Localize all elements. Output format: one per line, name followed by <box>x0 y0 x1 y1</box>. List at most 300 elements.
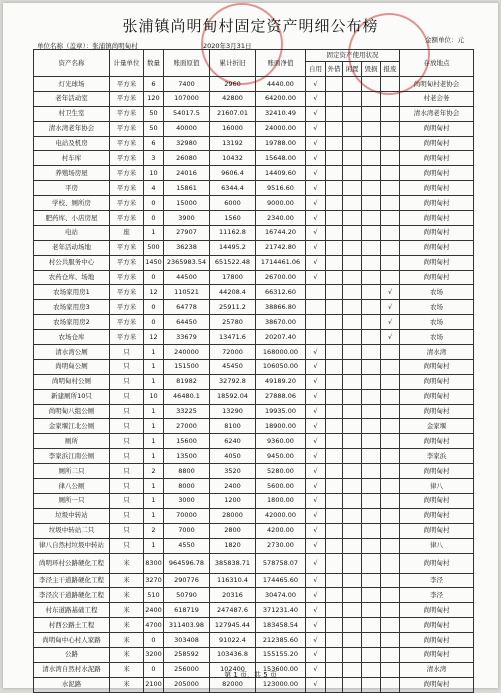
cell-idle <box>343 285 362 300</box>
cell-name: 尚明甸村公厕 <box>34 374 110 389</box>
cell-lease <box>326 633 343 648</box>
cell-self: √ <box>306 553 326 573</box>
table-body <box>34 77 474 693</box>
cell-depr: 6240 <box>210 434 256 449</box>
cell-orig: 258592 <box>164 647 210 662</box>
cell-orig: 24016 <box>164 166 210 181</box>
cell-depr: 20316 <box>210 588 256 603</box>
cell-orig: 15861 <box>164 181 210 196</box>
cell-net: 16744.20 <box>256 225 306 240</box>
cell-scrap <box>362 211 381 226</box>
cell-loss: √ <box>381 285 400 300</box>
cell-self: √ <box>306 588 326 603</box>
table-row <box>34 106 474 121</box>
cell-scrap <box>362 136 381 151</box>
table-row <box>34 196 474 211</box>
cell-net: 153600.00 <box>256 662 306 677</box>
cell-loc: 农场 <box>400 330 474 345</box>
cell-loc: 尚明甸村 <box>400 389 474 404</box>
cell-depr: 91022.4 <box>210 633 256 648</box>
cell-name: 村车库 <box>34 151 110 166</box>
cell-net: 19788.00 <box>256 136 306 151</box>
cell-orig: 54017.5 <box>164 106 210 121</box>
cell-lease <box>326 434 343 449</box>
cell-unit: 平方米 <box>110 181 144 196</box>
cell-qty: 2 <box>144 523 164 538</box>
cell-self: √ <box>306 91 326 106</box>
cell-qty: 1 <box>144 345 164 360</box>
cell-net: 1800.00 <box>256 493 306 508</box>
cell-orig: 8000 <box>164 479 210 494</box>
cell-loc: 尚明甸村 <box>400 151 474 166</box>
cell-orig: 33225 <box>164 404 210 419</box>
col-header-scrapped: 报废 <box>381 62 400 77</box>
cell-orig: 46480.1 <box>164 389 210 404</box>
cell-net: 42000.00 <box>256 508 306 523</box>
cell-depr: 1820 <box>210 538 256 553</box>
col-header-depreciation: 累计折旧 <box>210 50 256 77</box>
cell-loc: 尚明甸村 <box>400 553 474 573</box>
cell-scrap <box>362 538 381 553</box>
cell-self: √ <box>306 225 326 240</box>
cell-scrap <box>362 603 381 618</box>
cell-depr: 6000 <box>210 196 256 211</box>
cell-idle <box>343 633 362 648</box>
cell-loss <box>381 374 400 389</box>
cell-net: 15648.00 <box>256 151 306 166</box>
table-row <box>34 181 474 196</box>
cell-idle <box>343 300 362 315</box>
cell-scrap <box>362 573 381 588</box>
cell-loss <box>381 588 400 603</box>
cell-scrap <box>362 449 381 464</box>
cell-net: 9360.00 <box>256 434 306 449</box>
cell-unit: 只 <box>110 538 144 553</box>
cell-lease <box>326 359 343 374</box>
cell-unit: 平方米 <box>110 300 144 315</box>
table-row <box>34 449 474 464</box>
cell-orig: 964596.78 <box>164 553 210 573</box>
cell-scrap <box>362 493 381 508</box>
table-row <box>34 419 474 434</box>
cell-lease <box>326 603 343 618</box>
table-row <box>34 211 474 226</box>
cell-qty: 1 <box>144 508 164 523</box>
cell-loc: 尚明甸村 <box>400 647 474 662</box>
cell-scrap <box>362 166 381 181</box>
col-header-location: 存放地点 <box>400 50 474 77</box>
cell-unit: 只 <box>110 479 144 494</box>
cell-lease <box>326 493 343 508</box>
table-row <box>34 603 474 618</box>
cell-net: 5280.00 <box>256 464 306 479</box>
cell-scrap <box>362 419 381 434</box>
table-row <box>34 404 474 419</box>
cell-name: 村西公路土工程 <box>34 618 110 633</box>
unit-name: 单位名称（盖章）：张浦镇尚明甸村 <box>37 42 138 50</box>
cell-lease <box>326 449 343 464</box>
cell-loc: 尚明甸村 <box>400 166 474 181</box>
cell-idle <box>343 196 362 211</box>
table-row <box>34 330 474 345</box>
cell-qty: 0 <box>144 270 164 285</box>
cell-self: √ <box>306 523 326 538</box>
cell-loss <box>381 647 400 662</box>
cell-loss <box>381 270 400 285</box>
cell-self <box>306 285 326 300</box>
cell-loc: 李泾 <box>400 573 474 588</box>
cell-net: 106050.00 <box>256 359 306 374</box>
table-row <box>34 136 474 151</box>
cell-qty: 2100 <box>144 677 164 692</box>
cell-qty: 2 <box>144 464 164 479</box>
cell-self: √ <box>306 211 326 226</box>
cell-name: 厕所二只 <box>34 464 110 479</box>
cell-loc: 尚明甸村 <box>400 196 474 211</box>
cell-scrap <box>362 523 381 538</box>
cell-self: √ <box>306 603 326 618</box>
cell-loss <box>381 91 400 106</box>
cell-loc: 尚明甸村老协会 <box>400 77 474 92</box>
cell-depr: 28000 <box>210 508 256 523</box>
cell-orig: 81982 <box>164 374 210 389</box>
cell-idle <box>343 374 362 389</box>
table-row <box>34 389 474 404</box>
cell-idle <box>343 389 362 404</box>
cell-loss <box>381 359 400 374</box>
cell-lease <box>326 618 343 633</box>
cell-idle <box>343 136 362 151</box>
cell-idle <box>343 270 362 285</box>
cell-lease <box>326 345 343 360</box>
cell-loc: 尚明甸村 <box>400 603 474 618</box>
cell-qty: 1 <box>144 479 164 494</box>
cell-lease <box>326 523 343 538</box>
cell-orig: 40000 <box>164 121 210 136</box>
cell-orig: 36238 <box>164 240 210 255</box>
cell-loc: 尚明甸村 <box>400 677 474 692</box>
cell-net: 123000.00 <box>256 677 306 692</box>
table-row <box>34 225 474 240</box>
cell-idle <box>343 240 362 255</box>
cell-loc: 尚明甸村 <box>400 240 474 255</box>
cell-loc: 农场 <box>400 300 474 315</box>
cell-loss: √ <box>381 300 400 315</box>
cell-idle <box>343 330 362 345</box>
cell-orig: 50790 <box>164 588 210 603</box>
cell-name: 新建厕所10只 <box>34 389 110 404</box>
cell-qty: 6 <box>144 136 164 151</box>
cell-loc: 尚明甸村 <box>400 211 474 226</box>
cell-idle <box>343 493 362 508</box>
cell-lease <box>326 121 343 136</box>
cell-unit: 只 <box>110 404 144 419</box>
cell-name: 厕所一只 <box>34 493 110 508</box>
cell-net: 155155.20 <box>256 647 306 662</box>
cell-net: 64200.00 <box>256 91 306 106</box>
cell-self: √ <box>306 151 326 166</box>
cell-qty: 500 <box>144 240 164 255</box>
cell-orig: 26080 <box>164 151 210 166</box>
cell-orig: 64778 <box>164 300 210 315</box>
cell-unit: 只 <box>110 464 144 479</box>
cell-idle <box>343 553 362 573</box>
cell-idle <box>343 449 362 464</box>
cell-loc: 金家堰 <box>400 419 474 434</box>
cell-scrap <box>362 270 381 285</box>
cell-idle <box>343 404 362 419</box>
cell-depr: 11162.8 <box>210 225 256 240</box>
table-row <box>34 647 474 662</box>
cell-qty: 3 <box>144 151 164 166</box>
col-header-original-value: 账面原值 <box>164 50 210 77</box>
col-header-qty: 数量 <box>144 50 164 77</box>
cell-depr: 21607.01 <box>210 106 256 121</box>
cell-name: 清水湾老年协会 <box>34 121 110 136</box>
cell-name: 平房 <box>34 181 110 196</box>
cell-self: √ <box>306 136 326 151</box>
cell-unit: 平方米 <box>110 211 144 226</box>
cell-qty: 1 <box>144 374 164 389</box>
cell-loss <box>381 449 400 464</box>
cell-name: 金家堰江北公厕 <box>34 419 110 434</box>
cell-name: 尚明甸公厕 <box>34 359 110 374</box>
cell-orig: 70000 <box>164 508 210 523</box>
cell-loc: 村老会务 <box>400 91 474 106</box>
cell-qty: 510 <box>144 588 164 603</box>
cell-orig: 33679 <box>164 330 210 345</box>
cell-self: √ <box>306 419 326 434</box>
cell-lease <box>326 240 343 255</box>
cell-unit: 只 <box>110 508 144 523</box>
cell-qty: 6 <box>144 77 164 92</box>
cell-net: 66312.60 <box>256 285 306 300</box>
cell-lease <box>326 136 343 151</box>
cell-loss <box>381 464 400 479</box>
cell-idle <box>343 479 362 494</box>
table-row <box>34 538 474 553</box>
cell-net: 371231.40 <box>256 603 306 618</box>
col-header-damaged: 毁损 <box>362 62 381 77</box>
cell-loss <box>381 196 400 211</box>
cell-name: 清水湾公厕 <box>34 345 110 360</box>
cell-idle <box>343 151 362 166</box>
cell-unit: 平方米 <box>110 330 144 345</box>
cell-net: 38866.80 <box>256 300 306 315</box>
cell-loc: 李家浜 <box>400 449 474 464</box>
cell-orig: 290776 <box>164 573 210 588</box>
cell-depr: 72000 <box>210 345 256 360</box>
cell-self: √ <box>306 508 326 523</box>
cell-name: 学校、厕所房 <box>34 196 110 211</box>
cell-loss <box>381 404 400 419</box>
cell-depr: 8100 <box>210 419 256 434</box>
cell-idle <box>343 588 362 603</box>
cell-net: 4200.00 <box>256 523 306 538</box>
document-page <box>3 3 498 688</box>
cell-name: 水泥路 <box>34 677 110 692</box>
cell-scrap <box>362 106 381 121</box>
cell-qty: 12 <box>144 330 164 345</box>
cell-orig: 110521 <box>164 285 210 300</box>
cell-loss <box>381 573 400 588</box>
cell-depr: 3520 <box>210 464 256 479</box>
cell-idle <box>343 538 362 553</box>
cell-unit: 只 <box>110 449 144 464</box>
cell-unit: 只 <box>110 359 144 374</box>
cell-orig: 44500 <box>164 270 210 285</box>
cell-self <box>306 315 326 330</box>
cell-net: 9516.60 <box>256 181 306 196</box>
cell-self: √ <box>306 389 326 404</box>
cell-loss <box>381 345 400 360</box>
table-row <box>34 464 474 479</box>
cell-lease <box>326 647 343 662</box>
cell-orig: 107000 <box>164 91 210 106</box>
cell-depr: 2960 <box>210 77 256 92</box>
cell-name: 农场家用房1 <box>34 285 110 300</box>
cell-depr: 6344.4 <box>210 181 256 196</box>
cell-depr: 13471.6 <box>210 330 256 345</box>
cell-idle <box>343 77 362 92</box>
cell-loss <box>381 136 400 151</box>
cell-scrap <box>362 151 381 166</box>
cell-qty: 0 <box>144 211 164 226</box>
cell-lease <box>326 538 343 553</box>
cell-net: 38670.00 <box>256 315 306 330</box>
cell-loss <box>381 508 400 523</box>
cell-name: 电站 <box>34 225 110 240</box>
cell-unit: 只 <box>110 345 144 360</box>
cell-depr: 2800 <box>210 523 256 538</box>
cell-loc: 尚明甸村 <box>400 255 474 270</box>
cell-orig: 64450 <box>164 315 210 330</box>
cell-idle <box>343 523 362 538</box>
cell-loss <box>381 523 400 538</box>
cell-loss <box>381 77 400 92</box>
cell-orig: 4550 <box>164 538 210 553</box>
cell-net: 21742.80 <box>256 240 306 255</box>
cell-self: √ <box>306 493 326 508</box>
col-header-self-use: 自用 <box>306 62 326 77</box>
cell-name: 农场家用房2 <box>34 315 110 330</box>
table-row <box>34 91 474 106</box>
table-row <box>34 240 474 255</box>
cell-name: 电站及机房 <box>34 136 110 151</box>
cell-name: 公路 <box>34 647 110 662</box>
cell-self: √ <box>306 573 326 588</box>
cell-lease <box>326 181 343 196</box>
cell-net: 19935.00 <box>256 404 306 419</box>
cell-lease <box>326 151 343 166</box>
cell-unit: 平方米 <box>110 121 144 136</box>
cell-loss <box>381 211 400 226</box>
cell-loss <box>381 240 400 255</box>
cell-orig: 13500 <box>164 449 210 464</box>
cell-qty: 10 <box>144 389 164 404</box>
table-row <box>34 345 474 360</box>
cell-unit: 平方米 <box>110 285 144 300</box>
cell-net: 4440.00 <box>256 77 306 92</box>
table-row <box>34 493 474 508</box>
cell-net: 174465.60 <box>256 573 306 588</box>
cell-unit: 只 <box>110 434 144 449</box>
table-row <box>34 508 474 523</box>
cell-self: √ <box>306 647 326 662</box>
cell-scrap <box>362 300 381 315</box>
cell-lease <box>326 91 343 106</box>
cell-qty: 8300 <box>144 553 164 573</box>
cell-qty: 50 <box>144 121 164 136</box>
cell-scrap <box>362 508 381 523</box>
table-row <box>34 255 474 270</box>
cell-self: √ <box>306 538 326 553</box>
table-row <box>34 633 474 648</box>
cell-orig: 256000 <box>164 662 210 677</box>
cell-depr: 42800 <box>210 91 256 106</box>
col-header-name: 资产名称 <box>34 50 110 77</box>
cell-unit: 只 <box>110 419 144 434</box>
cell-self: √ <box>306 240 326 255</box>
col-header-usage: 固定资产使用状况 <box>306 50 400 62</box>
cell-orig: 151500 <box>164 359 210 374</box>
cell-name: 清水湾自然村水泥路 <box>34 662 110 677</box>
cell-orig: 311403.98 <box>164 618 210 633</box>
cell-qty: 50 <box>144 106 164 121</box>
cell-orig: 15000 <box>164 196 210 211</box>
cell-loss <box>381 618 400 633</box>
cell-scrap <box>362 240 381 255</box>
cell-self: √ <box>306 449 326 464</box>
cell-qty: 1 <box>144 538 164 553</box>
cell-name: 厕所 <box>34 434 110 449</box>
cell-scrap <box>362 315 381 330</box>
cell-scrap <box>362 479 381 494</box>
table-row <box>34 151 474 166</box>
page-title: 张浦镇尚明甸村固定资产明细公布榜 <box>122 17 379 35</box>
cell-depr: 25780 <box>210 315 256 330</box>
cell-depr: 13192 <box>210 136 256 151</box>
table-row <box>34 573 474 588</box>
cell-unit: 只 <box>110 389 144 404</box>
cell-depr: 116310.4 <box>210 573 256 588</box>
cell-orig: 27000 <box>164 419 210 434</box>
cell-orig: 618719 <box>164 603 210 618</box>
cell-idle <box>343 647 362 662</box>
cell-loc: 农场 <box>400 285 474 300</box>
cell-qty: 12 <box>144 285 164 300</box>
cell-name: 尚明环村公路硬化工程 <box>34 553 110 573</box>
cell-scrap <box>362 588 381 603</box>
table-row <box>34 523 474 538</box>
cell-lease <box>326 374 343 389</box>
cell-loc: 尚明甸村 <box>400 136 474 151</box>
cell-loc: 李泾 <box>400 588 474 603</box>
cell-scrap <box>362 255 381 270</box>
cell-depr: 14495.2 <box>210 240 256 255</box>
col-header-unit: 计量单位 <box>110 50 144 77</box>
cell-net: 14409.60 <box>256 166 306 181</box>
cell-qty: 3270 <box>144 573 164 588</box>
cell-qty: 1 <box>144 493 164 508</box>
cell-depr: 4050 <box>210 449 256 464</box>
cell-unit: 平方米 <box>110 315 144 330</box>
cell-loss <box>381 389 400 404</box>
cell-depr: 17800 <box>210 270 256 285</box>
cell-qty: 1450 <box>144 255 164 270</box>
cell-unit: 平方米 <box>110 106 144 121</box>
cell-unit: 只 <box>110 493 144 508</box>
